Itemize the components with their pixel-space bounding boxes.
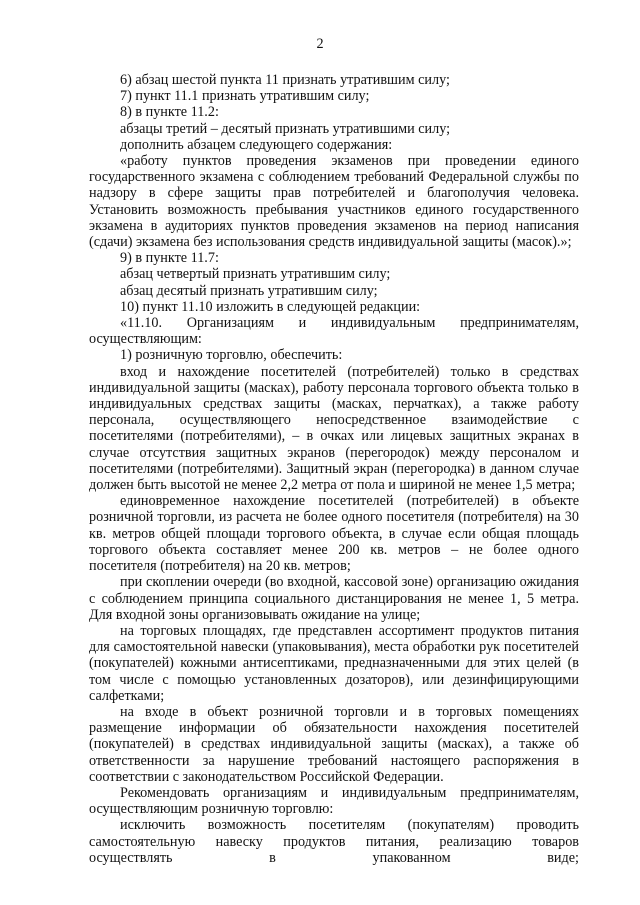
paragraph: при скоплении очереди (во входной, кассовой зоне) организацию ожидания с соблюдением принципа социального дистанцирования не менее 1, 5 метра. Для входной зоны организовывать ожидание на улице; bbox=[89, 574, 579, 623]
paragraph: 10) пункт 11.10 изложить в следующей редакции: bbox=[120, 298, 421, 315]
paragraph: на входе в объект розничной торговли и в торговых помещениях размещение информации об обязательности нахождения посетителей (покупателей) в средствах индивидуальной защиты (масках), а также об ответственности за нарушение требований настоящего распоряжения в соответствии с законодательством Российской Федерации. bbox=[89, 703, 579, 785]
paragraph: 6) абзац шестой пункта 11 признать утратившим силу; bbox=[120, 72, 450, 88]
paragraph: абзацы третий – десятый признать утратившими силу; bbox=[120, 120, 451, 137]
paragraph: Рекомендовать организациям и индивидуальным предпринимателям, осуществляющим розничную торговлю: bbox=[89, 784, 579, 818]
paragraph: на торговых площадях, где представлен ассортимент продуктов питания для самостоятельной навески (упаковывания), места обработки рук посетителей (покупателей) кожными антисептиками, предназначенными для этих целей (в том числе с помощью установленных дозаторов), или дезинфицирующими салфетками; bbox=[89, 622, 579, 704]
page-number: 2 bbox=[316, 36, 324, 52]
paragraph: 8) в пункте 11.2: bbox=[120, 104, 219, 121]
paragraph: дополнить абзацем следующего содержания: bbox=[120, 136, 393, 153]
paragraph: вход и нахождение посетителей (потребителей) только в средствах индивидуальной защиты (масках), работу персонала торгового объекта только в индивидуальных средствах защиты (масках, перчатках), а также работу персонала, осуществляющего непосредственное взаимодействие с посетителями (потребителями), – в очках или лицевых защитных экранах в случае отсутствия защитных экранов (перегородок) между персоналом и посетителями (потребителями). Защитный экран (перегородка) в данном случае должен быть высотой не менее 2,2 метра от пола и шириной не менее 1,5 метра; bbox=[89, 363, 579, 494]
document-body bbox=[89, 72, 579, 866]
paragraph: «работу пунктов проведения экзаменов при проведении единого государственного экзамена с соблюдением требований Федеральной службы по надзору в сфере защиты прав потребителей и благополучия человека. Установить возможность пребывания участников единого государственного экзамена в аудиториях пунктов проведения экзаменов на период написания (сдачи) экзамена без использования средств индивидуальной защиты (масок).»; bbox=[89, 153, 579, 251]
paragraph: 9) в пункте 11.7: bbox=[120, 250, 219, 267]
paragraph: абзац десятый признать утратившим силу; bbox=[120, 282, 378, 299]
paragraph: исключить возможность посетителям (покупателям) проводить самостоятельную навеску продуктов питания, реализацию товаров осуществлять в упакованном виде; bbox=[89, 817, 579, 866]
paragraph: единовременное нахождение посетителей (потребителей) в объекте розничной торговли, из расчета не более одного посетителя (потребителя) на 30 кв. метров общей площади торгового объекта, в случае если общая площадь торгового объекта составляет менее 200 кв. метров – не более одного посетителя (потребителя) на 20 кв. метров; bbox=[89, 493, 579, 575]
paragraph: 1) розничную торговлю, обеспечить: bbox=[120, 347, 343, 364]
paragraph: абзац четвертый признать утратившим силу; bbox=[120, 266, 391, 283]
paragraph: «11.10. Организациям и индивидуальным предпринимателям, осуществляющим: bbox=[89, 315, 579, 348]
paragraph: 7) пункт 11.1 признать утратившим силу; bbox=[120, 88, 370, 105]
